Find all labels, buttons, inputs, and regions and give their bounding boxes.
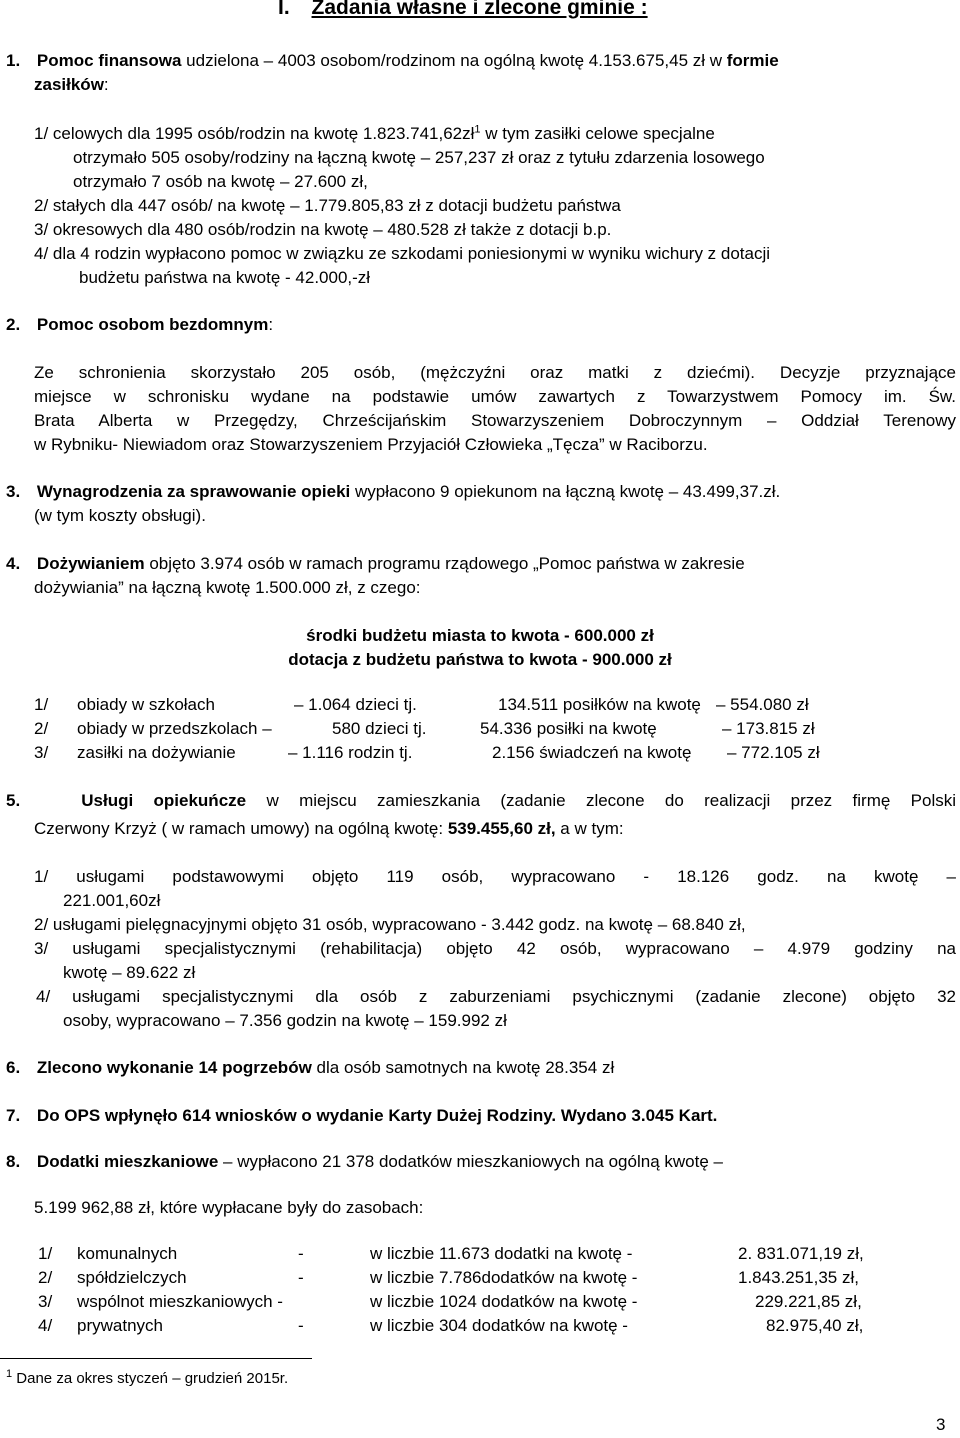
s8-title: Dodatki mieszkaniowe [36,1152,219,1171]
s5-item-4-cont: osoby, wypracowano – 7.356 godzin na kwotę – 159.992 zł [63,1011,507,1030]
s2-title: Pomoc osobom bezdomnym [36,315,269,334]
s3-line-2: (w tym koszty obsługi). [34,506,206,525]
s1-item-4: 4/ dla 4 rodzin wypłacono pomoc w związku ze szkodami poniesionymi w wyniku wichury z dotacji [34,244,771,263]
s4-line-2: dożywiania” na łączną kwotę 1.500.000 zł, z czego: [34,578,421,597]
s7-line [6,1105,717,1127]
s7-number: 7. [6,1106,21,1125]
heading-roman: I. [278,0,290,19]
s1-line-2: zasiłków: [34,75,109,94]
s5-line-2: Czerwony Krzyż ( w ramach umowy) na ogólną kwotę: 539.455,60 zł, a w tym: [34,819,624,838]
s8-line-1: 8. Dodatki mieszkaniowe – wypłacono 21 378 dodatków mieszkaniowych na ogólną kwotę – [6,1152,723,1171]
s8-line-2: 5.199 962,88 zł, które wypłacane były do zasobach: [34,1198,424,1217]
s1-item-1-cont2: otrzymało 7 osób na kwotę – 27.600 zł, [73,172,368,191]
s1-item-2: 2/ stałych dla 447 osób/ na kwotę – 1.779.805,83 zł z dotacji budżetu państwa [34,196,621,215]
s1-title: Pomoc finansowa [36,51,182,70]
s3-title: Wynagrodzenia za sprawowanie opieki [36,482,351,501]
footnote-ref[interactable]: 1 [474,123,481,136]
s7-title: Do OPS wpłynęło 614 wniosków o wydanie Karty Dużej Rodziny. Wydano 3.045 Kart. [36,1106,718,1125]
footnote-text: Dane za okres styczeń – grudzień 2015r. [12,1370,289,1387]
s3-number: 3. [6,482,21,501]
s2-paragraph-line: Brata Alberta w Przegędzy, Chrześcijańskim Stowarzyszeniem Dobroczynnym – Oddział Terenowy [34,411,956,430]
page-number: 3 [936,1415,946,1434]
footnote-separator [0,1358,312,1359]
s5-item-2: 2/ usługami pielęgnacyjnymi objęto 31 osób, wypracowano - 3.442 godz. na kwotę – 68.840 zł, [34,915,746,934]
s2-paragraph-line: Ze schronienia skorzystało 205 osób, (mężczyźni oraz matki z dziećmi). Decyzje przyznające [34,363,956,382]
heading-title: Zadania własne i zlecone gminie : [311,0,648,19]
s5-number: 5. [6,791,21,810]
s5-item-1-cont: 221.001,60zł [63,891,161,910]
s3-line-1: 3. Wynagrodzenia za sprawowanie opieki wypłacono 9 opiekunom na łączną kwotę – 43.499,37.zł. [6,482,781,501]
footnote-mark: 1 [6,1368,13,1380]
s1-number: 1. [6,51,21,70]
s1-item-4-cont: budżetu państwa na kwotę - 42.000,-zł [79,268,371,287]
s1-item-3: 3/ okresowych dla 480 osób/rodzin na kwotę – 480.528 zł także z dotacji b.p. [34,220,612,239]
s5-title: Usługi opiekuńcze [81,791,247,810]
s2-heading: 2. Pomoc osobom bezdomnym: [6,315,274,334]
s1-item-1-cont: otrzymało 505 osoby/rodziny na łączną kwotę – 257,237 zł oraz z tytułu zdarzenia losowego [73,148,765,167]
s6-title: Zlecono wykonanie 14 pogrzebów [36,1058,312,1077]
s4-funding-city: środki budżetu miasta to kwota - 600.000 zł [306,626,654,645]
s2-paragraph-line: miejsce w schronisku wydane na podstawie umów zawartych z Towarzystwem Pomocy im. Św. [34,387,956,406]
s6-line: 6. Zlecono wykonanie 14 pogrzebów dla osób samotnych na kwotę 28.354 zł [6,1058,615,1077]
s6-number: 6. [6,1058,21,1077]
s2-number: 2. [6,315,21,334]
s5-item-1: 1/ usługami podstawowymi objęto 119 osób, wypracowano - 18.126 godz. na kwotę – [34,867,956,886]
s4-number: 4. [6,554,21,573]
s4-funding-state: dotacja z budżetu państwa to kwota - 900.000 zł [288,650,672,669]
s4-title: Dożywianiem [36,554,145,573]
s2-paragraph-line: w Rybniku- Niewiadom oraz Stowarzyszeniem Przyjaciół Człowieka „Tęcza” w Raciborzu. [34,435,708,454]
s5-item-3-cont: kwotę – 89.622 zł [63,963,196,982]
s5-item-3: 3/ usługami specjalistycznymi (rehabilitacja) objęto 42 osób, wypracowano – 4.979 godziny na [34,939,956,958]
section-heading [278,0,648,19]
s5-item-4: 4/ usługami specjalistycznymi dla osób z zaburzeniami psychicznymi (zadanie zlecone) objęto 32 [36,987,956,1006]
s5-line-1: 5. Usługi opiekuńcze w miejscu zamieszkania (zadanie zlecone do realizacji przez firmę Polski [6,791,956,810]
s4-line-1: 4. Dożywianiem objęto 3.974 osób w ramach programu rządowego „Pomoc państwa w zakresie [6,554,745,573]
s1-line-1: 1. Pomoc finansowa udzielona – 4003 osobom/rodzinom na ogólną kwotę 4.153.675,45 zł w formie [6,51,779,70]
footnote [6,1368,288,1390]
s8-number: 8. [6,1152,21,1171]
s1-item-1: 1/ celowych dla 1995 osób/rodzin na kwotę $1.823.741,62zł^1$ w tym zasiłki celowe specjalne [34,123,715,143]
